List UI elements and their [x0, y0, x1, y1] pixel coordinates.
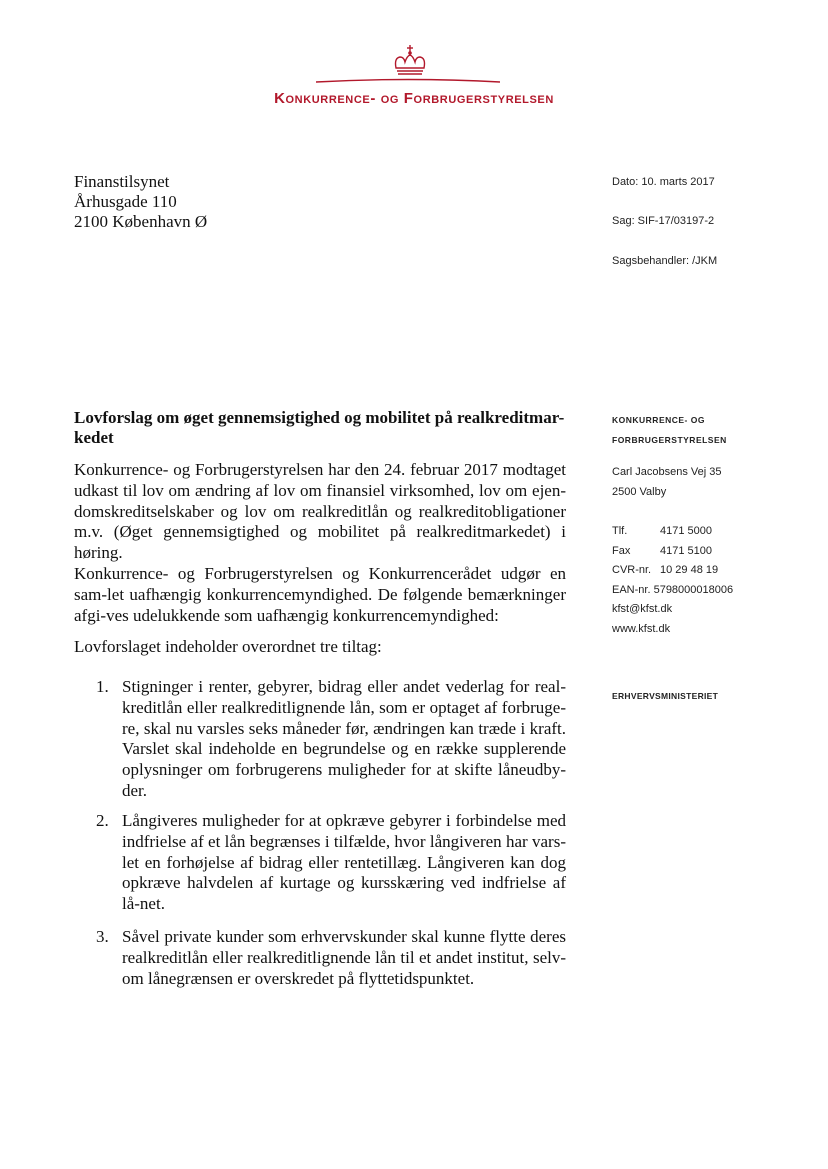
list-item-number: 2.	[96, 811, 109, 830]
letter-title: Lovforslag om øget gennemsigtighed og mobilitet på realkreditmar-kedet	[74, 408, 565, 447]
sidebar-org-line-1: KONKURRENCE- OG	[612, 415, 705, 425]
recipient-name: Finanstilsynet	[74, 172, 170, 191]
list-item-text: Stigninger i renter, gebyrer, bidrag eller andet vederlag for real-kreditlån eller realkreditlignende lån, som er optaget af forbruge-re, skal nu varsles seks måneder før, ændringen kan træde i kraft. Varslet skal indeholde en begrundelse og en række supplerende oplysninger om forbrugerens muligheder for at skifte låneudby-der.	[122, 677, 566, 800]
sidebar-ministry: ERHVERVSMINISTERIET	[612, 691, 719, 701]
tel-label: Tlf.	[612, 525, 628, 537]
royal-crown-icon	[390, 44, 430, 78]
recipient-city: 2100 København Ø	[74, 212, 208, 231]
list-item-number: 3.	[96, 927, 109, 946]
recipient-address	[74, 172, 207, 232]
sidebar-fax-row	[612, 542, 733, 562]
list-item-text: Långiveres muligheder for at opkræve gebyrer i forbindelse med indfrielse af et lån begrænses i tilfælde, hvor långiveren har vars-let en forhøjelse af bidrag eller rentetillæg. Långiveren kan dog opkræve halvdelen af kurtage og kursskæring ved indfrielse af lå-net.	[122, 811, 566, 914]
cvr-value: 10 29 48 19	[660, 564, 719, 576]
ean-value: 5798000018006	[653, 583, 734, 596]
sidebar-org-name	[612, 410, 727, 450]
paragraph-3: Lovforslaget indeholder overordnet tre tiltag:	[74, 637, 382, 656]
sidebar-contact	[612, 522, 733, 639]
list-item-number: 1.	[96, 677, 109, 696]
sidebar-address	[612, 463, 721, 502]
agency-name: Konkurrence- og Forbrugerstyrelsen	[274, 90, 554, 107]
cvr-label: CVR-nr.	[612, 564, 652, 576]
list-item-text: Såvel private kunder som erhvervskunder skal kunne flytte deres realkreditlån eller realkreditlignende lån til et andet institut, selv-om lånegrænsen er overskredet på flyttetidspunktet.	[122, 927, 566, 988]
ean-label: EAN-nr.	[612, 583, 651, 596]
fax-value: 4171 5100	[660, 544, 712, 557]
recipient-street: Århusgade 110	[74, 192, 177, 211]
sidebar-tel-row	[612, 522, 733, 542]
logo-rule	[316, 76, 500, 86]
paragraph-1: Konkurrence- og Forbrugerstyrelsen har den 24. februar 2017 modtaget udkast til lov om ændring af lov om finansiel virksomhed, lov om ejen-domskreditselskaber og lov om realkreditlån og realkreditobligationer m.v. (Øget gennemsigtighed og mobilitet på realkreditmarkedet) i høring.	[74, 460, 566, 563]
sidebar-org-line-2: FORBRUGERSTYRELSEN	[612, 435, 727, 445]
sidebar-email: kfst@kfst.dk	[612, 603, 673, 615]
sidebar-cvr-row	[612, 561, 733, 581]
case-number: Sag: SIF-17/03197-2	[612, 215, 715, 227]
sidebar-website: www.kfst.dk	[612, 622, 671, 635]
case-handler: Sagsbehandler: /JKM	[612, 255, 718, 267]
fax-label: Fax	[612, 544, 631, 557]
sidebar-city: 2500 Valby	[612, 485, 667, 498]
paragraph-2: Konkurrence- og Forbrugerstyrelsen og Konkurrencerådet udgør en sam-let uafhængig konkurrencemyndighed. De følgende bemærkninger afgi-ves udelukkende som uafhængig konkurrencemyndighed:	[74, 564, 566, 625]
sidebar-ean-row	[612, 581, 733, 601]
tel-value: 4171 5000	[660, 525, 712, 537]
sidebar-street: Carl Jacobsens Vej 35	[612, 466, 722, 478]
letter-date: Dato: 10. marts 2017	[612, 176, 715, 188]
